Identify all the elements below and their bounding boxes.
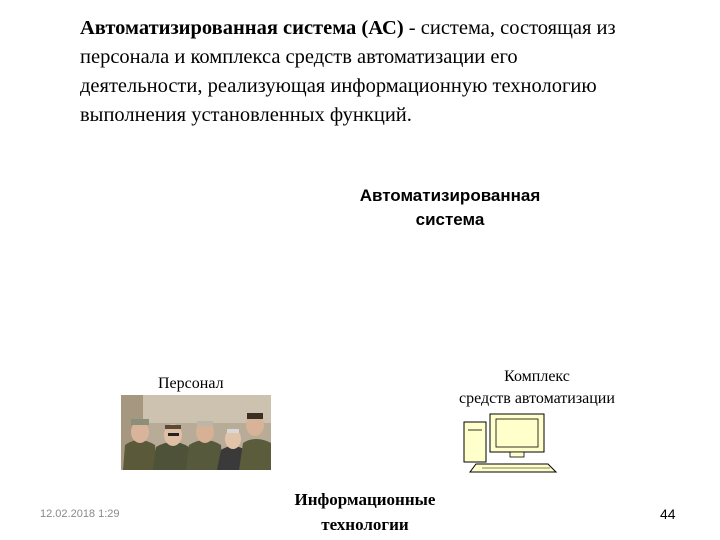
automated-system-title-line-2: система: [415, 210, 485, 229]
information-technology-line-2: технологии: [321, 515, 409, 534]
automated-system-title-line-1: Автоматизированная: [359, 186, 541, 205]
definition-line-2: персонала и комплекса средств автоматизации его: [80, 46, 518, 68]
automation-means-line-1: Комплекс: [504, 368, 570, 385]
personnel-photo: [121, 395, 271, 470]
information-technology-label: [270, 487, 460, 537]
definition-line-1-rest: - система, состоящая из: [403, 17, 616, 39]
automation-means-line-2: средств автоматизации: [459, 390, 615, 407]
definition-term: Автоматизированная система (АС): [80, 17, 404, 39]
definition-line-1: [80, 14, 720, 43]
date-footer: 12.02.2018 1:29: [40, 508, 120, 520]
definition-line-3: деятельности, реализующая информационную технологию: [80, 75, 597, 97]
information-technology-line-1: Информационные: [294, 490, 436, 509]
page-number: 44: [660, 506, 676, 522]
personnel-label: Персонал: [158, 375, 224, 392]
computer-icon: [462, 412, 558, 474]
definition-line-4: выполнения установленных функций.: [80, 104, 412, 126]
definition-paragraph: [80, 14, 720, 130]
automated-system-title: [330, 184, 570, 232]
automation-means-label: [432, 366, 642, 410]
